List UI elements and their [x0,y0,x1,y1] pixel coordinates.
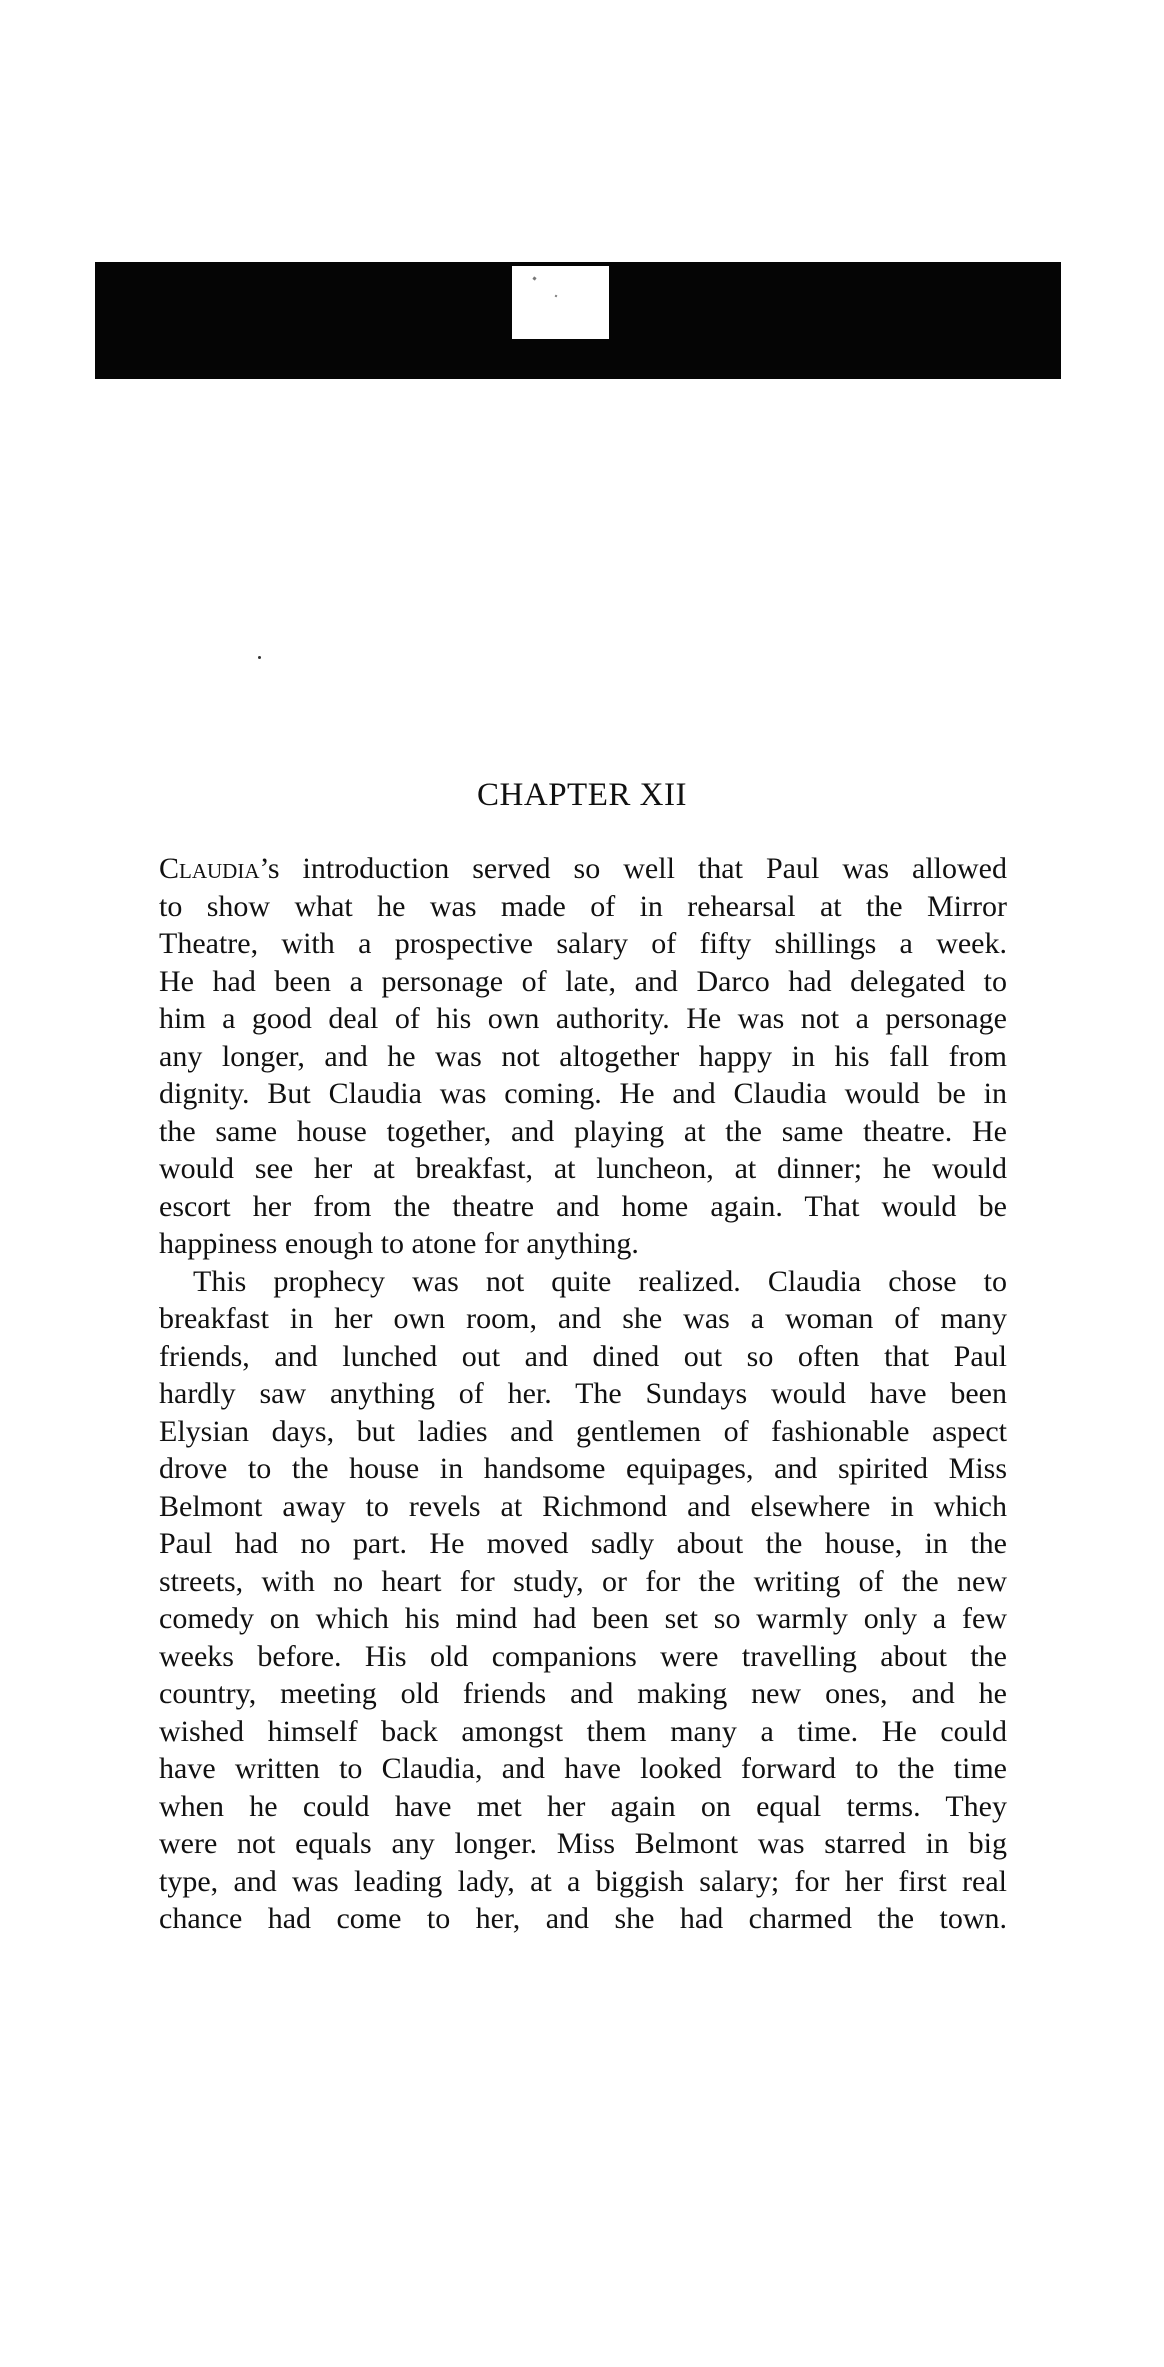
body-line: chance had come to her, and she had charmed the town. [159,1902,1007,1935]
body-line: weeks before. His old companions were travelling about the [159,1639,1007,1673]
body-line: were not equals any longer. Miss Belmont was starred in big [159,1827,1007,1860]
body-line: dignity. But Claudia was coming. He and Claudia would be in [159,1077,1007,1110]
body-line: He had been a personage of late, and Darco had delegated to [159,964,1007,998]
body-line: type, and was leading lady, at a biggish salary; for her first real [159,1864,1007,1898]
first-line-rest: ’s introduction served so well that Paul was allowed [259,852,1007,885]
body-line: friends, and lunched out and dined out so often that Paul [159,1339,1007,1373]
body-line: country, meeting old friends and making new ones, and he [159,1677,1007,1710]
body-line: to show what he was made of in rehearsal at the Mirror [159,889,1007,923]
body-line: escort her from the theatre and home again. That would be [159,1189,1007,1223]
body-line-first [159,850,1007,888]
body-line-paragraph-start: This prophecy was not quite realized. Claudia chose to [193,1264,1007,1298]
body-line: would see her at breakfast, at luncheon, at dinner; he would [159,1152,1007,1185]
body-line: him a good deal of his own authority. He was not a personage [159,1002,1007,1035]
body-line: breakfast in her own room, and she was a woman of many [159,1302,1007,1335]
body-line: wished himself back amongst them many a time. He could [159,1714,1007,1748]
body-line: Theatre, with a prospective salary of fifty shillings a week. [159,927,1007,960]
body-line: comedy on which his mind had been set so warmly only a few [159,1602,1007,1635]
band-white-gap [512,266,609,339]
chapter-body [159,850,1007,1938]
body-line: Elysian days, but ladies and gentlemen of fashionable aspect [159,1414,1007,1448]
body-line-paragraph-end: happiness enough to atone for anything. [159,1227,639,1260]
body-line: when he could have met her again on equal terms. They [159,1789,1007,1823]
lead-word: Claudia [159,852,260,885]
body-line: streets, with no heart for study, or for the writing of the new [159,1564,1007,1598]
body-line: have written to Claudia, and have looked forward to the time [159,1752,1007,1785]
body-line: hardly saw anything of her. The Sundays would have been [159,1377,1007,1410]
scan-speck [258,656,261,659]
body-line: any longer, and he was not altogether happy in his fall from [159,1039,1007,1073]
body-line: Paul had no part. He moved sadly about the house, in the [159,1527,1007,1560]
body-line: the same house together, and playing at the same theatre. He [159,1114,1007,1148]
body-line: Belmont away to revels at Richmond and elsewhere in which [159,1489,1007,1523]
chapter-title: CHAPTER XII [477,777,687,813]
body-line: drove to the house in handsome equipages, and spirited Miss [159,1452,1007,1485]
